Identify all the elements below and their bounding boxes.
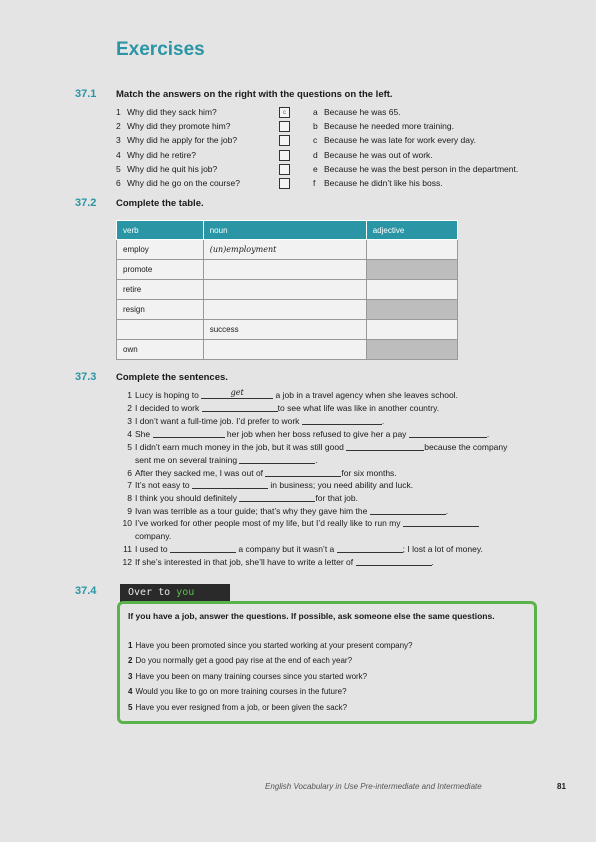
- answer-item: a Because he was 65.: [313, 107, 401, 117]
- sentence-item: 2 I decided to work to see what life was like in another country.: [127, 403, 440, 413]
- section-number: 37.2: [75, 197, 97, 209]
- table-cell-shaded: [366, 260, 457, 280]
- answer-blank[interactable]: [302, 415, 382, 425]
- section-instruction: Complete the sentences.: [116, 372, 228, 383]
- page-number: 81: [557, 782, 566, 791]
- table-cell: employ: [117, 240, 204, 260]
- table-cell-shaded: [366, 340, 457, 360]
- answer-blank[interactable]: [239, 454, 315, 464]
- table-cell: resign: [117, 300, 204, 320]
- answer-item: d Because he was out of work.: [313, 150, 433, 160]
- table-header: adjective: [366, 221, 457, 240]
- book-title-footer: English Vocabulary in Use Pre-intermediate and Intermediate: [265, 782, 482, 791]
- sentence-item: 8 I think you should definitely for that job.: [127, 493, 358, 503]
- table-cell: own: [117, 340, 204, 360]
- answer-item: e Because he was the best person in the department.: [313, 164, 519, 174]
- question-item: 4 Why did he retire?: [116, 150, 196, 160]
- answer-blank[interactable]: [356, 556, 432, 566]
- answer-blank[interactable]: [346, 441, 424, 451]
- answer-box[interactable]: c: [279, 107, 290, 118]
- section-instruction: Complete the table.: [116, 198, 204, 209]
- discussion-question: 5 Have you ever resigned from a job, or been given the sack?: [128, 703, 348, 712]
- sentence-continuation: sent me on several training .: [135, 455, 318, 465]
- table-cell[interactable]: (un)employment: [203, 240, 366, 260]
- over-to-you-instruction: If you have a job, answer the questions. If possible, ask someone else the same questions.: [128, 611, 495, 621]
- sentence-item: 11 I used to a company but it wasn’t a ; I lost a lot of money.: [123, 544, 483, 554]
- table-header: noun: [203, 221, 366, 240]
- table-row: [117, 320, 458, 340]
- table-cell[interactable]: [203, 300, 366, 320]
- table-cell[interactable]: [366, 240, 457, 260]
- question-item: 1 Why did they sack him?: [116, 107, 217, 117]
- table-cell: promote: [117, 260, 204, 280]
- answer-blank[interactable]: [337, 543, 403, 553]
- table-row: [117, 280, 458, 300]
- section-instruction: Match the answers on the right with the questions on the left.: [116, 89, 393, 100]
- answer-blank[interactable]: [403, 517, 479, 527]
- answer-blank[interactable]: [202, 402, 278, 412]
- sentence-continuation: company.: [135, 531, 172, 541]
- table-cell[interactable]: [366, 320, 457, 340]
- answer-blank[interactable]: [153, 428, 225, 438]
- sentence-item: 4 She her job when her boss refused to give her a pay .: [127, 429, 490, 439]
- table-cell: success: [203, 320, 366, 340]
- answer-box[interactable]: [279, 178, 290, 189]
- answer-box[interactable]: [279, 164, 290, 175]
- table-row: [117, 240, 458, 260]
- question-item: 3 Why did he apply for the job?: [116, 135, 238, 145]
- discussion-question: 4 Would you like to go on more training courses in the future?: [128, 687, 347, 696]
- table-cell: retire: [117, 280, 204, 300]
- sentence-item: 3 I don’t want a full-time job. I’d prefer to work .: [127, 416, 385, 426]
- answer-blank[interactable]: get: [201, 389, 273, 399]
- table-cell[interactable]: [366, 280, 457, 300]
- answer-blank[interactable]: [192, 479, 268, 489]
- discussion-question: 3 Have you been on many training courses since you started work?: [128, 672, 368, 681]
- sentence-item: 12 If she’s interested in that job, she’ll have to write a letter of .: [122, 557, 434, 567]
- table-row: [117, 260, 458, 280]
- sentence-item: 10 I’ve worked for other people most of my life, but I’d really like to run my: [120, 518, 479, 528]
- answer-box[interactable]: [279, 121, 290, 132]
- sentence-item: 5 I didn’t earn much money in the job, but it was still good because the company: [127, 442, 508, 452]
- sentence-item: 9 Ivan was terrible as a tour guide; that’s why they gave him the .: [127, 506, 449, 516]
- section-number: 37.3: [75, 371, 97, 383]
- section-number: 37.4: [75, 585, 97, 597]
- question-item: 5 Why did he quit his job?: [116, 164, 218, 174]
- question-item: 6 Why did he go on the course?: [116, 178, 240, 188]
- answer-blank[interactable]: [170, 543, 236, 553]
- answer-box[interactable]: [279, 135, 290, 146]
- section-number: 37.1: [75, 88, 97, 100]
- answer-blank[interactable]: [409, 428, 487, 438]
- word-table: [116, 220, 458, 360]
- sentence-item: 1 Lucy is hoping to get a job in a travel agency when she leaves school.: [127, 388, 458, 400]
- table-cell[interactable]: [117, 320, 204, 340]
- page-title: Exercises: [116, 39, 205, 60]
- answer-blank[interactable]: [370, 505, 446, 515]
- question-item: 2 Why did they promote him?: [116, 121, 231, 131]
- answer-item: b Because he needed more training.: [313, 121, 454, 131]
- table-row: [117, 300, 458, 320]
- over-to-you-tab: Over to you: [120, 584, 230, 602]
- answer-item: c Because he was late for work every day.: [313, 135, 476, 145]
- table-cell-shaded: [366, 300, 457, 320]
- answer-blank[interactable]: [239, 492, 315, 502]
- sentence-item: 6 After they sacked me, I was out of for six months.: [127, 468, 397, 478]
- answer-item: f Because he didn’t like his boss.: [313, 178, 443, 188]
- answer-blank[interactable]: [265, 467, 341, 477]
- discussion-question: 1 Have you been promoted since you started working at your present company?: [128, 641, 413, 650]
- answer-box[interactable]: [279, 150, 290, 161]
- table-row: [117, 340, 458, 360]
- table-header: verb: [117, 221, 204, 240]
- table-cell[interactable]: [203, 340, 366, 360]
- table-cell[interactable]: [203, 260, 366, 280]
- sentence-item: 7 It’s not easy to in business; you need ability and luck.: [127, 480, 414, 490]
- discussion-question: 2 Do you normally get a good pay rise at the end of each year?: [128, 656, 353, 665]
- table-cell[interactable]: [203, 280, 366, 300]
